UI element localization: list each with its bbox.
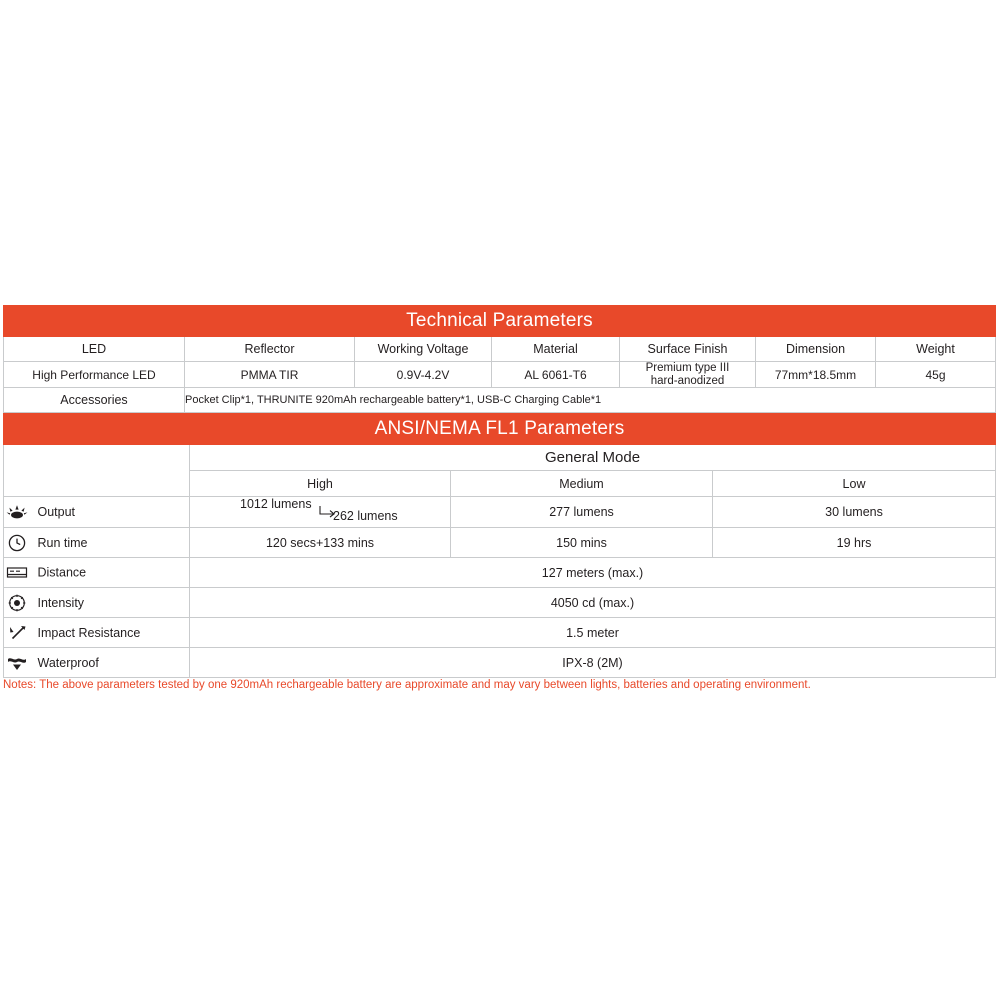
header-working-voltage: Working Voltage <box>355 337 492 362</box>
waterproof-value: IPX-8 (2M) <box>190 648 996 678</box>
value-led: High Performance LED <box>4 362 185 388</box>
row-impact-resistance <box>4 618 996 648</box>
general-mode-label: General Mode <box>190 445 996 471</box>
intensity-value: 4050 cd (max.) <box>190 588 996 618</box>
run-time-high: 120 secs+133 mins <box>190 528 451 558</box>
accessories-value: Pocket Clip*1, THRUNITE 920mAh rechargeable battery*1, USB-C Charging Cable*1 <box>185 388 996 413</box>
value-weight: 45g <box>876 362 996 388</box>
footnote-notes: Notes: The above parameters tested by one 920mAh rechargeable battery are approximate and may vary between lights, batteries and operating environment. <box>3 679 811 691</box>
header-dimension: Dimension <box>756 337 876 362</box>
row-label-distance-text: Distance <box>37 565 87 580</box>
impact-resistance-value: 1.5 meter <box>190 618 996 648</box>
value-reflector: PMMA TIR <box>185 362 355 388</box>
technical-header-row <box>4 337 996 362</box>
row-label-intensity <box>4 588 190 618</box>
waterproof-icon <box>4 655 30 671</box>
row-label-output <box>4 497 190 528</box>
row-label-distance <box>4 558 190 588</box>
row-run-time <box>4 528 996 558</box>
row-label-waterproof <box>4 648 190 678</box>
clock-icon <box>4 534 30 552</box>
value-surface-finish <box>620 362 756 388</box>
impact-icon <box>4 625 30 641</box>
ansi-parameters-table <box>3 413 996 678</box>
general-mode-row <box>4 445 996 471</box>
header-led: LED <box>4 337 185 362</box>
output-high-primary: 1012 lumens <box>240 497 312 511</box>
surface-finish-line-1: Premium type III <box>645 362 730 375</box>
accessories-label: Accessories <box>4 388 185 413</box>
output-medium: 277 lumens <box>451 497 713 528</box>
row-label-impact-resistance-text: Impact Resistance <box>37 625 141 640</box>
corner-blank-cell <box>4 445 190 497</box>
row-label-intensity-text: Intensity <box>37 595 85 610</box>
output-low: 30 lumens <box>713 497 996 528</box>
header-material: Material <box>492 337 620 362</box>
output-high-secondary: 262 lumens <box>333 509 398 523</box>
value-dimension: 77mm*18.5mm <box>756 362 876 388</box>
row-output <box>4 497 996 528</box>
value-working-voltage: 0.9V-4.2V <box>355 362 492 388</box>
distance-value: 127 meters (max.) <box>190 558 996 588</box>
mode-header-low: Low <box>713 471 996 497</box>
value-material: AL 6061-T6 <box>492 362 620 388</box>
run-time-medium: 150 mins <box>451 528 713 558</box>
row-label-run-time <box>4 528 190 558</box>
technical-value-row <box>4 362 996 388</box>
distance-icon <box>4 565 30 580</box>
header-weight: Weight <box>876 337 996 362</box>
technical-parameters-table <box>3 305 996 413</box>
header-reflector: Reflector <box>185 337 355 362</box>
row-label-waterproof-text: Waterproof <box>37 655 99 670</box>
output-high-cell <box>190 497 451 528</box>
row-distance <box>4 558 996 588</box>
mode-header-high: High <box>190 471 451 497</box>
surface-finish-line-2: hard-anodized <box>650 374 725 387</box>
row-label-run-time-text: Run time <box>37 535 88 550</box>
technical-banner: Technical Parameters <box>4 306 996 337</box>
row-waterproof <box>4 648 996 678</box>
row-label-output-text: Output <box>37 505 76 519</box>
ansi-banner-row <box>4 414 996 445</box>
accessories-row <box>4 388 996 413</box>
row-intensity <box>4 588 996 618</box>
header-surface-finish: Surface Finish <box>620 337 756 362</box>
ansi-banner: ANSI/NEMA FL1 Parameters <box>4 414 996 445</box>
technical-banner-row <box>4 306 996 337</box>
mode-header-medium: Medium <box>451 471 713 497</box>
intensity-icon <box>4 594 30 612</box>
run-time-low: 19 hrs <box>713 528 996 558</box>
sun-burst-icon <box>4 504 30 520</box>
spec-tables <box>3 305 995 678</box>
row-label-impact-resistance <box>4 618 190 648</box>
